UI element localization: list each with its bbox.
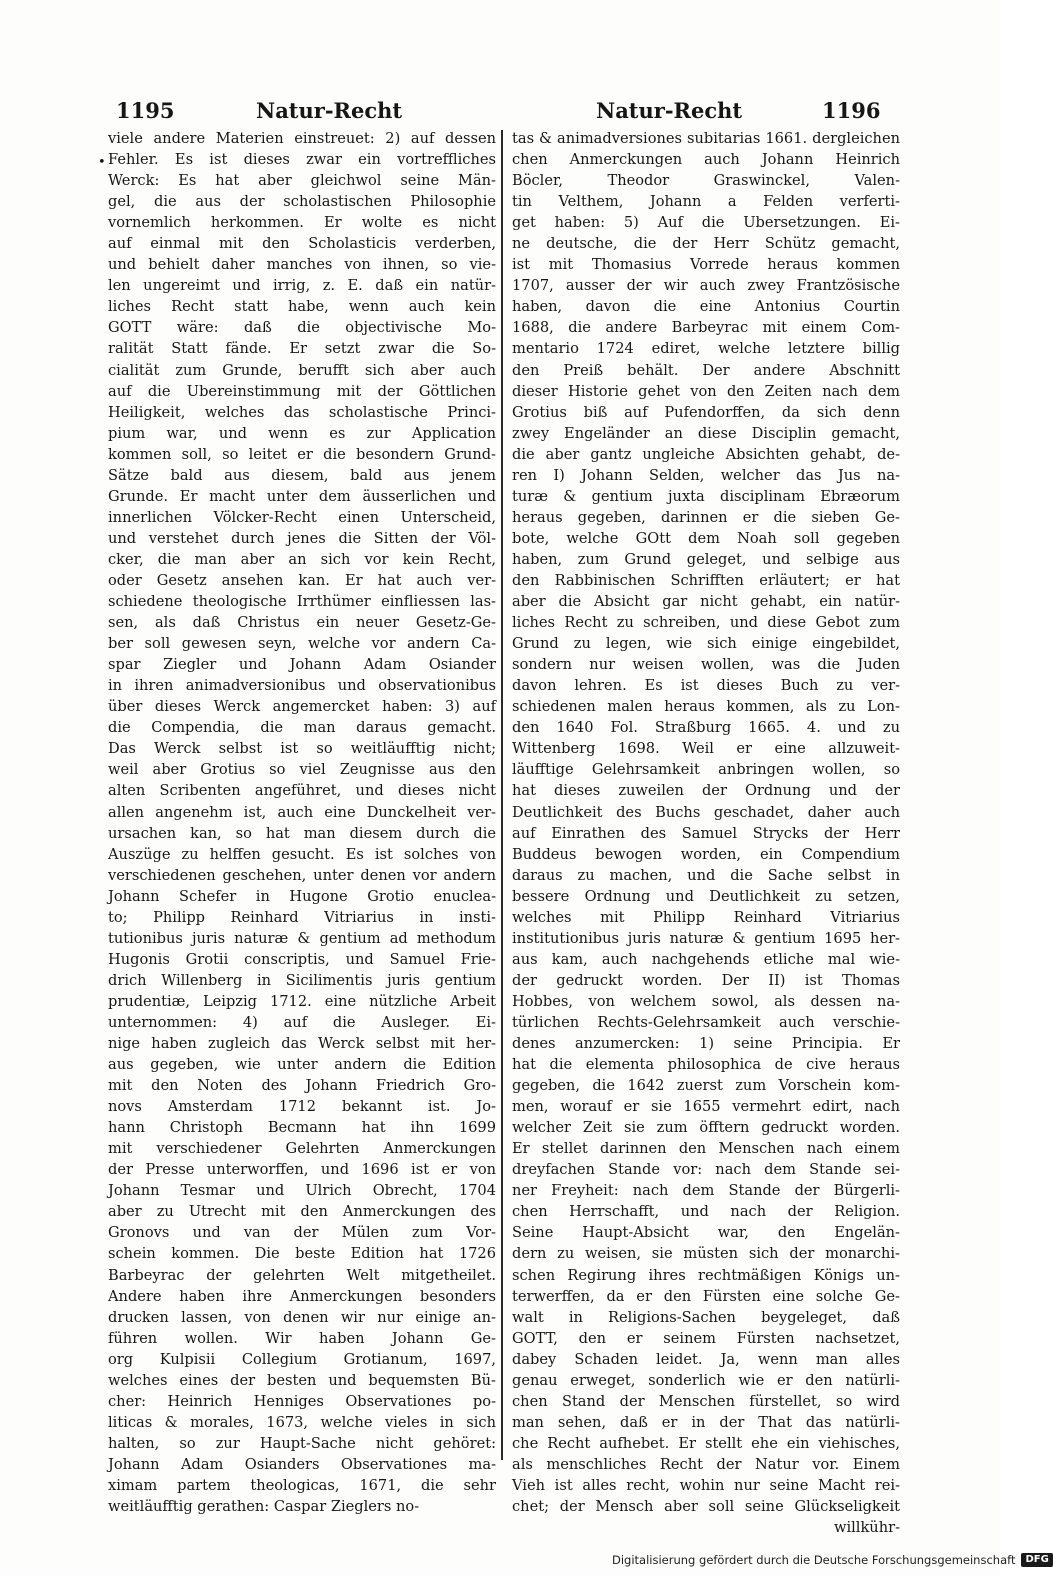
- right-text-column: [512, 128, 900, 1538]
- text-line: Er stellet darinnen den Menschen nach einem: [512, 1140, 900, 1158]
- text-line: dieser Historie gehet von den Zeiten nach dem: [512, 382, 900, 400]
- text-line: cher: Heinrich Henniges Observationes po-: [108, 1392, 496, 1410]
- text-line: hat die elementa philosophica de cive heraus: [512, 1056, 900, 1074]
- text-line: schein kommen. Die beste Edition hat 1726: [108, 1245, 496, 1263]
- text-line: welcher Zeit sie zum öfftern gedruckt worden.: [512, 1119, 900, 1137]
- text-line: 1688, die andere Barbeyrac mit einem Com-: [512, 319, 900, 337]
- text-line: chen Anmerckungen auch Johann Heinrich: [512, 151, 900, 169]
- text-line: daraus zu machen, und die Sache selbst in: [512, 866, 900, 884]
- text-line: walt in Religions-Sachen beygeleget, daß: [512, 1308, 900, 1326]
- text-line: Johann Tesmar und Ulrich Obrecht, 1704: [108, 1182, 496, 1200]
- text-line: sondern nur weisen wollen, was die Juden: [512, 656, 900, 674]
- text-line: gegeben, die 1642 zuerst zum Vorschein kom-: [512, 1077, 900, 1095]
- text-line: und behielt daher manches von ihnen, so vie-: [108, 256, 496, 274]
- text-line: weil aber Grotius so viel Zeugnisse aus den: [108, 761, 496, 779]
- running-head-right: Natur-Recht: [596, 98, 743, 123]
- text-line: sen, als daß Christus ein neuer Gesetz-Ge-: [108, 614, 496, 632]
- text-line: ner Freyheit: nach dem Stande der Bürgerli-: [512, 1182, 900, 1200]
- text-line: viele andere Materien einstreuet: 2) auf dessen: [108, 130, 496, 147]
- margin-marker: •: [98, 155, 106, 170]
- text-line: Fehler. Es ist dieses zwar ein vortreffliches: [108, 151, 496, 169]
- text-line: dreyfachen Stande vor: nach dem Stande sei-: [512, 1161, 900, 1179]
- text-line: hann Christoph Becmann hat ihn 1699: [108, 1119, 496, 1137]
- text-line: schiedene theologische Irrthümer einfliessen las-: [108, 593, 496, 611]
- text-line: heraus gegeben, darinnen er die sieben Ge-: [512, 508, 900, 526]
- page-number-right: 1196: [822, 98, 881, 123]
- text-line: novs Amsterdam 1712 bekannt ist. Jo-: [108, 1098, 496, 1116]
- text-line: Grotius biß auf Pufendorffen, da sich denn: [512, 403, 900, 421]
- text-line: drich Willenberg in Sicilimentis juris gentium: [108, 971, 496, 989]
- text-line: org Kulpisii Collegium Grotianum, 1697,: [108, 1350, 496, 1368]
- text-line: der Presse unterworffen, und 1696 ist er von: [108, 1161, 496, 1179]
- dfg-logo: DFG: [1021, 1553, 1052, 1567]
- text-line: halten, so zur Haupt-Sache nicht gehöret:: [108, 1434, 496, 1452]
- text-line: spar Ziegler und Johann Adam Osiander: [108, 656, 496, 674]
- text-line: Wittenberg 1698. Weil er eine allzuweit-: [512, 740, 900, 758]
- text-line: liches Recht statt habe, wenn auch kein: [108, 298, 496, 316]
- text-line: dabey Schaden leidet. Ja, wenn man alles: [512, 1350, 900, 1368]
- text-line: aus gegeben, wie unter andern die Edition: [108, 1056, 496, 1074]
- text-line: mit verschiedener Gelehrten Anmerckungen: [108, 1140, 496, 1158]
- text-line: weitläufftig gerathen: Caspar Zieglers no-: [108, 1498, 420, 1516]
- text-line: cker, die man aber an sich vor kein Recht,: [108, 550, 496, 568]
- text-line: ralität Statt fände. Er setzt zwar die So-: [108, 340, 496, 358]
- text-line: dern zu weisen, sie müsten sich der monarchi-: [512, 1245, 900, 1263]
- text-line: unternommen: 4) auf die Ausleger. Ei-: [108, 1013, 496, 1031]
- text-line: türlichen Rechts-Gelehrsamkeit auch verschie-: [512, 1013, 900, 1031]
- text-line: prudentiæ, Leipzig 1712. eine nützliche Arbeit: [108, 992, 496, 1010]
- text-line: che Recht aufhebet. Er stellt ehe ein viehisches,: [512, 1434, 900, 1452]
- text-line: to; Philipp Reinhard Vitriarius in insti-: [108, 908, 496, 926]
- footer-credit-text: Digitalisierung gefördert durch die Deutsche Forschungsgemeinschaft: [612, 1553, 1016, 1567]
- text-line: Hugonis Grotii conscriptis, und Samuel Frie-: [108, 950, 496, 968]
- text-line: davon lehren. Es ist dieses Buch zu ver-: [512, 677, 900, 695]
- text-line: institutionibus juris naturæ & gentium 1695 her-: [512, 929, 900, 947]
- text-line: ist mit Thomasius Vorrede heraus kommen: [512, 256, 900, 274]
- text-line: tas & animadversiones subitarias 1661. dergleichen: [512, 130, 900, 147]
- text-line: welches mit Philipp Reinhard Vitriarius: [512, 908, 900, 926]
- left-text-column: [108, 128, 496, 1517]
- text-line: über dieses Werck angemercket haben: 3) auf: [108, 698, 496, 716]
- text-line: kommen soll, so leitet er die besondern Grund-: [108, 445, 496, 463]
- text-line: Deutlichkeit des Buchs geschadet, daher auch: [512, 803, 900, 821]
- text-line: man sehen, daß er in der That das natürli-: [512, 1413, 900, 1431]
- text-line: GOTT, den er seinem Fürsten nachsetzet,: [512, 1329, 900, 1347]
- text-line: Barbeyrac der gelehrten Welt mitgetheilet.: [108, 1266, 496, 1284]
- text-line: liticas & morales, 1673, welche vieles in sich: [108, 1413, 496, 1431]
- text-line: genau erweget, sonderlich wie er den natürli-: [512, 1371, 900, 1389]
- text-line: mentario 1724 ediret, welche letztere billig: [512, 340, 900, 358]
- text-line: den Preiß behält. Der andere Abschnitt: [512, 361, 900, 379]
- text-line: nige haben zugleich das Werck selbst mit her-: [108, 1035, 496, 1053]
- text-line: Seine Haupt-Absicht war, den Engelän-: [512, 1224, 900, 1242]
- text-line: chen Stand der Menschen fürstellet, so wird: [512, 1392, 900, 1410]
- text-line: GOTT wäre: daß die objectivische Mo-: [108, 319, 496, 337]
- text-line: die Compendia, die man daraus gemacht.: [108, 719, 496, 737]
- text-line: haben, davon die eine Antonius Courtin: [512, 298, 900, 316]
- text-line: als menschliches Recht der Natur vor. Einem: [512, 1455, 900, 1473]
- text-line: auf die Ubereinstimmung mit der Göttlichen: [108, 382, 496, 400]
- text-line: ximam partem theologicas, 1671, die sehr: [108, 1477, 496, 1494]
- text-line: Auszüge zu helffen gesucht. Es ist solches von: [108, 845, 496, 863]
- text-line: Vieh ist alles recht, wohin nur seine Macht rei-: [512, 1477, 900, 1494]
- text-line: Buddeus bewogen worden, ein Compendium: [512, 845, 900, 863]
- text-line: men, worauf er sie 1655 vermehrt edirt, nach: [512, 1098, 900, 1116]
- text-line: 1707, ausser der wir auch zwey Frantzösische: [512, 277, 900, 295]
- text-line: verschiedenen geschehen, unter denen vor andern: [108, 866, 496, 884]
- text-line: läufftige Gelehrsamkeit anbringen wollen, so: [512, 761, 900, 779]
- text-line: aber zu Utrecht mit den Anmerckungen des: [108, 1203, 496, 1221]
- text-line: Heiligkeit, welches das scholastische Princi-: [108, 403, 496, 421]
- text-line: zwey Engeländer an diese Disciplin gemacht,: [512, 424, 900, 442]
- text-line: terwerffen, da er den Fürsten eine solche Ge-: [512, 1287, 900, 1305]
- text-line: tutionibus juris naturæ & gentium ad methodum: [108, 929, 496, 947]
- text-line: get haben: 5) Auf die Ubersetzungen. Ei-: [512, 214, 900, 232]
- text-line: Grund zu legen, wie sich einige eingebildet,: [512, 635, 900, 653]
- text-line: auf einmal mit den Scholasticis verderben,: [108, 235, 496, 253]
- text-line: len ungereimt und irrig, z. E. daß ein natür-: [108, 277, 496, 295]
- text-line: turæ & gentium juxta disciplinam Ebræorum: [512, 487, 900, 505]
- text-line: denes anzumercken: 1) seine Principia. Er: [512, 1035, 900, 1053]
- text-line: und verstehet durch jenes die Sitten der Völ-: [108, 529, 496, 547]
- column-divider: [501, 130, 503, 1460]
- text-line: in ihren animadversionibus und observationibus: [108, 677, 496, 695]
- text-line: tin Velthem, Johann a Felden verferti-: [512, 193, 900, 211]
- text-line: chet; der Mensch aber soll seine Glückseligkeit: [512, 1498, 900, 1516]
- text-line: schiedenen malen heraus kommen, als zu Lon-: [512, 698, 900, 716]
- text-line: mit den Noten des Johann Friedrich Gro-: [108, 1077, 496, 1095]
- text-line: drucken lassen, von denen wir nur einige an-: [108, 1308, 496, 1326]
- text-line: Sätze bald aus diesem, bald aus jenem: [108, 466, 496, 484]
- text-line: Grunde. Er macht unter dem äusserlichen und: [108, 487, 496, 505]
- text-line: ne deutsche, die der Herr Schütz gemacht,: [512, 235, 900, 253]
- text-line: Johann Schefer in Hugone Grotio enuclea-: [108, 887, 496, 905]
- text-line: liches Recht zu schreiben, und diese Gebot zum: [512, 614, 900, 632]
- text-line: aber die Absicht gar nicht gehabt, ein natür-: [512, 593, 900, 611]
- text-line: Gronovs und van der Mülen zum Vor-: [108, 1224, 496, 1242]
- text-line: aus kam, auch nachgehends etliche mal wie-: [512, 950, 900, 968]
- text-line: Werck: Es hat aber gleichwol seine Män-: [108, 172, 496, 190]
- text-line: Andere haben ihre Anmerckungen besonders: [108, 1287, 496, 1305]
- text-line: pium war, und wenn es zur Application: [108, 424, 496, 442]
- running-head-left: Natur-Recht: [256, 98, 403, 123]
- text-line: innerlichen Völcker-Recht einen Unterscheid,: [108, 508, 496, 526]
- text-line: die aber gantz ungleiche Absichten gehabt, de-: [512, 445, 900, 463]
- text-line: hat dieses zuweilen der Ordnung und der: [512, 782, 900, 800]
- text-line: den 1640 Fol. Straßburg 1665. 4. und zu: [512, 719, 900, 737]
- text-line: gel, die aus der scholastischen Philosophie: [108, 193, 496, 211]
- text-line: oder Gesetz ansehen kan. Er hat auch ver-: [108, 571, 496, 589]
- text-line: bessere Ordnung und Deutlichkeit zu setzen,: [512, 887, 900, 905]
- text-line: Böcler, Theodor Graswinckel, Valen-: [512, 172, 900, 190]
- text-line: bote, welche GOtt dem Noah soll gegeben: [512, 529, 900, 547]
- catchword: willkühr-: [833, 1519, 900, 1537]
- text-line: ber soll gewesen seyn, welche vor andern Ca-: [108, 635, 496, 653]
- text-line: Das Werck selbst ist so weitläufftig nicht;: [108, 740, 496, 758]
- text-line: führen wollen. Wir haben Johann Ge-: [108, 1329, 496, 1347]
- text-line: ursachen kan, so hat man diesem durch die: [108, 824, 496, 842]
- text-line: den Rabbinischen Schrifften erläutert; er hat: [512, 571, 900, 589]
- text-line: Hobbes, von welchem sowol, als dessen na-: [512, 992, 900, 1010]
- text-line: haben, zum Grund geleget, und selbige aus: [512, 550, 900, 568]
- text-line: welches eines der besten und bequemsten Bü-: [108, 1371, 496, 1389]
- page-number-left: 1195: [116, 98, 175, 123]
- text-line: Johann Adam Osianders Observationes ma-: [108, 1455, 496, 1473]
- text-line: chen Herrschafft, und nach der Religion.: [512, 1203, 900, 1221]
- text-line: der gedruckt worden. Der II) ist Thomas: [512, 971, 900, 989]
- text-line: alten Scribenten angeführet, und dieses nicht: [108, 782, 496, 800]
- text-line: schen Regirung ihres rechtmäßigen Königs un-: [512, 1266, 900, 1284]
- text-line: cialität zum Grunde, berufft sich aber auch: [108, 361, 496, 379]
- text-line: ren I) Johann Selden, welcher das Jus na-: [512, 466, 900, 484]
- digitization-credit: [612, 1551, 1053, 1569]
- text-line: allen angenehm ist, auch eine Dunckelheit ver-: [108, 803, 496, 821]
- text-line: vornemlich herkommen. Er wolte es nicht: [108, 214, 496, 232]
- text-line: auf Einrathen des Samuel Strycks der Herr: [512, 824, 900, 842]
